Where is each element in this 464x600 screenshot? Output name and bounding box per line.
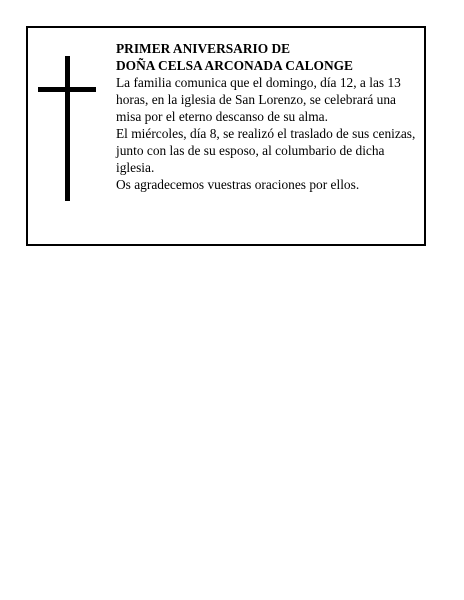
notice-body-line: Os agradecemos vuestras oraciones por ellos. (116, 177, 360, 192)
cross-vertical-bar (65, 56, 70, 201)
cross-horizontal-bar (38, 87, 96, 92)
notice-body-line: El miércoles, día 8, se realizó el traslado de sus cenizas, (116, 126, 416, 141)
obituary-notice (26, 26, 426, 246)
notice-title-line: PRIMER ANIVERSARIO DE (116, 41, 291, 56)
notice-name-line: DOÑA CELSA ARCONADA CALONGE (116, 58, 353, 73)
cross-icon (38, 56, 96, 201)
notice-body-line: iglesia. (116, 160, 155, 175)
notice-body-line: La familia comunica que el domingo, día 12, a las 13 (116, 75, 401, 90)
notice-body-line: horas, en la iglesia de San Lorenzo, se celebrará una (116, 92, 396, 107)
notice-body-line: junto con las de su esposo, al columbario de dicha (116, 143, 385, 158)
notice-text (116, 40, 424, 193)
notice-body-line: misa por el eterno descanso de su alma. (116, 109, 328, 124)
